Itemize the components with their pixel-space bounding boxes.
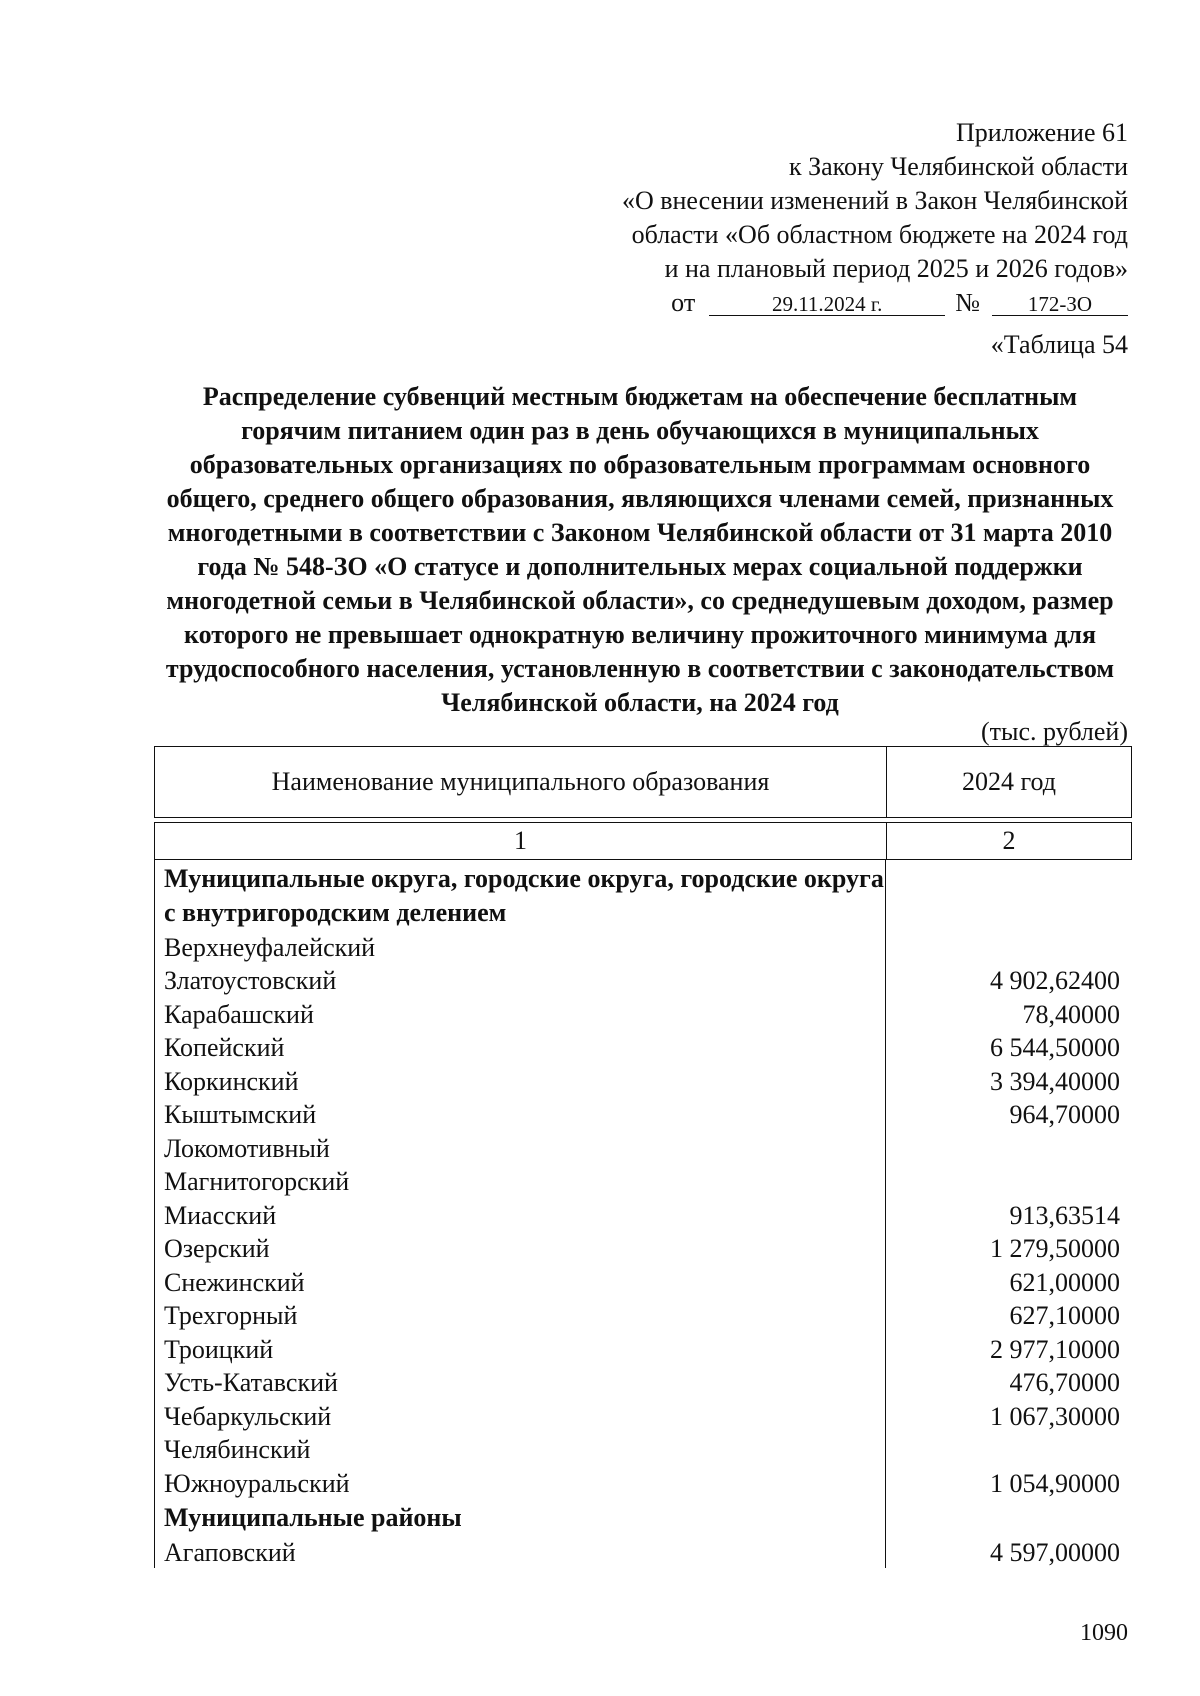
appendix-line: области «Об областном бюджете на 2024 год bbox=[631, 220, 1128, 249]
group-row-urban-districts bbox=[154, 860, 1132, 929]
amount-value: 621,00000 bbox=[1009, 1267, 1120, 1297]
amount-value: 964,70000 bbox=[1009, 1100, 1120, 1129]
table-row bbox=[154, 929, 1132, 963]
column-number-row bbox=[154, 822, 1132, 860]
table-row bbox=[154, 1398, 1132, 1432]
header-year: 2024 год bbox=[962, 767, 1056, 796]
amount-value: 4 597,00000 bbox=[990, 1537, 1120, 1567]
appendix-line: к Закону Челябинской области bbox=[788, 152, 1128, 181]
municipality-name: Златоустовский bbox=[164, 966, 337, 995]
number-label: № bbox=[955, 288, 980, 317]
table-row bbox=[154, 1030, 1132, 1064]
amount-value: 6 544,50000 bbox=[990, 1033, 1120, 1062]
municipality-name: Челябинский bbox=[164, 1435, 311, 1464]
column-number-1: 1 bbox=[155, 823, 887, 859]
municipality-name: Озерский bbox=[164, 1234, 270, 1263]
urban-district-rows bbox=[154, 929, 1132, 1499]
amount-value: 3 394,40000 bbox=[990, 1066, 1120, 1096]
group-row-districts bbox=[154, 1499, 1132, 1535]
municipality-name: Копейский bbox=[164, 1033, 285, 1062]
table-body bbox=[154, 860, 1132, 1568]
table-row bbox=[154, 1231, 1132, 1265]
amount-value: 2 977,10000 bbox=[990, 1334, 1120, 1364]
units-label: (тыс. рублей) bbox=[980, 717, 1128, 746]
table-row bbox=[154, 1264, 1132, 1298]
table-row bbox=[154, 1534, 1132, 1568]
group-title: Муниципальные округа, городские округа, городские округа с внутригородским делением bbox=[164, 864, 884, 927]
municipality-name: Локомотивный bbox=[164, 1133, 330, 1163]
table-row bbox=[154, 1130, 1132, 1164]
table-row bbox=[154, 1365, 1132, 1399]
table-row bbox=[154, 1432, 1132, 1466]
amount-value: 78,40000 bbox=[1022, 999, 1120, 1029]
group-title: Муниципальные районы bbox=[164, 1502, 462, 1532]
municipality-name: Коркинский bbox=[164, 1066, 299, 1096]
header-municipality: Наименование муниципального образования bbox=[155, 747, 887, 817]
table-header-row bbox=[154, 746, 1132, 818]
table-row bbox=[154, 1197, 1132, 1231]
from-label: от bbox=[671, 288, 696, 317]
table-row bbox=[154, 1063, 1132, 1097]
municipality-name: Агаповский bbox=[164, 1537, 296, 1567]
municipality-name: Чебаркульский bbox=[164, 1401, 332, 1431]
amount-value: 913,63514 bbox=[1009, 1200, 1120, 1230]
appendix-block bbox=[622, 116, 1128, 320]
distribution-table bbox=[154, 746, 1132, 1568]
table-row bbox=[154, 996, 1132, 1030]
table-row bbox=[154, 1164, 1132, 1198]
column-number-2: 2 bbox=[1002, 826, 1016, 855]
municipality-name: Карабашский bbox=[164, 999, 314, 1029]
law-date-number-line bbox=[622, 286, 1128, 320]
page-number: 1090 bbox=[1080, 1620, 1128, 1646]
municipality-name: Кыштымский bbox=[164, 1100, 317, 1129]
municipality-name: Миасский bbox=[164, 1200, 277, 1230]
amount-value: 476,70000 bbox=[1009, 1368, 1120, 1397]
district-rows bbox=[154, 1534, 1132, 1568]
appendix-line: «О внесении изменений в Закон Челябинской bbox=[621, 186, 1128, 215]
table-row bbox=[154, 1465, 1132, 1499]
table-row bbox=[154, 1331, 1132, 1365]
law-date: 29.11.2024 г. bbox=[709, 293, 945, 316]
table-row bbox=[154, 1298, 1132, 1332]
amount-value: 1 054,90000 bbox=[990, 1468, 1120, 1498]
municipality-name: Трехгорный bbox=[164, 1301, 298, 1330]
appendix-line: Приложение 61 bbox=[955, 118, 1128, 147]
municipality-name: Южноуральский bbox=[164, 1468, 350, 1498]
table-row bbox=[154, 1097, 1132, 1131]
table-label: «Таблица 54 bbox=[990, 330, 1128, 359]
amount-value: 1 067,30000 bbox=[990, 1401, 1120, 1431]
amount-value: 627,10000 bbox=[1009, 1301, 1120, 1330]
law-number: 172-ЗО bbox=[992, 293, 1128, 316]
municipality-name: Троицкий bbox=[164, 1334, 274, 1364]
municipality-name: Верхнеуфалейский bbox=[164, 932, 376, 962]
municipality-name: Снежинский bbox=[164, 1267, 305, 1297]
municipality-name: Магнитогорский bbox=[164, 1167, 350, 1196]
appendix-line: и на плановый период 2025 и 2026 годов» bbox=[664, 254, 1128, 283]
document-heading: Распределение субвенций местным бюджетам на обеспечение бесплатным горячим питанием один раз в день обучающихся в муниципальных образовательных организациях по образовательным программам основного общего, среднего общего образования, являющихся членами семей, признанных многодетными в соответствии с Законом Челябинской области от 31 марта 2010 года № 548-ЗО «О статусе и дополнительных мерах социальной поддержки многодетной семьи в Челябинской области», со среднедушевым доходом, размер которого не превышает однократную величину прожиточного минимума для трудоспособного населения, установленную в соответствии с законодательством Челябинской области, на 2024 год bbox=[165, 382, 1115, 717]
amount-value: 4 902,62400 bbox=[990, 966, 1120, 995]
municipality-name: Усть-Катавский bbox=[164, 1368, 338, 1397]
table-row bbox=[154, 963, 1132, 997]
amount-value: 1 279,50000 bbox=[990, 1234, 1120, 1263]
